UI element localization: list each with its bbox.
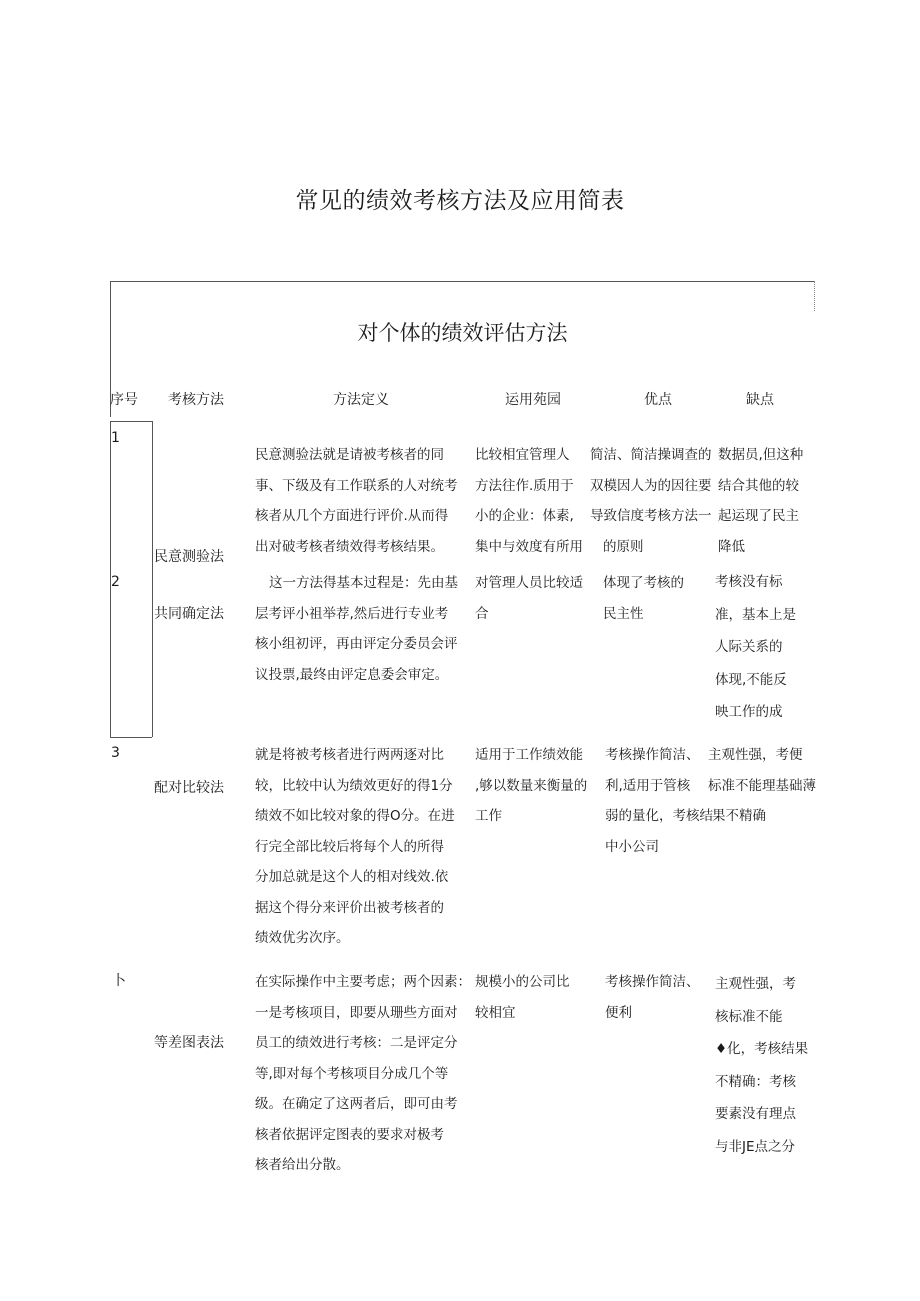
cons-line: 准，基本上是 [715,606,796,623]
row-3-index: 3 [111,745,120,761]
definition-line: 出对破考核者绩效得考核结果。 [255,538,444,555]
definition-line: 核者从几个方面进行评价.从而得 [255,508,449,524]
pros-line: 双模因人为的因往要 [590,477,712,494]
row-3-method: 配对比较法 [154,780,224,796]
header-index: 序号 [110,392,138,408]
row-1-pros [590,440,712,562]
pros-line: 考核操作简洁、 [605,747,700,763]
header-cons: 缺点 [746,392,774,408]
definition-line: 级。在确定了这两者后，即可由考 [255,1096,458,1112]
pros-line: 利,适用于管核 [605,777,691,794]
cons-line: 标准不能理基础薄 [708,777,816,794]
row-1-scope [475,440,583,562]
scope-line: 方法往作.质用于 [475,477,574,494]
cons-line: 主观性强，考便 [708,747,803,763]
row-4-index: 卜 [112,973,126,989]
definition-line: 核小组初评，再由评定分委员会评 [255,636,458,652]
definition-line: 议投票,最终由评定息委会审定。 [255,666,449,683]
definition-line: 民意测验法就是请被考核者的同 [255,447,444,463]
table-frame-top [110,281,815,282]
row-4-definition [255,967,471,1181]
pros-line: 民主性 [603,605,644,622]
definition-line: 据这个得分来评价出被考核者的 [255,899,444,916]
row-1-index: 1 [111,430,120,446]
definition-line: 层考评小祖举荐,然后进行专业考 [255,605,449,622]
definition-line: 核者给出分散。 [255,1157,350,1173]
scope-line: 规模小的公司比 [475,974,570,990]
row-1-cons [718,440,803,562]
row-2-method: 共同确定法 [154,606,224,622]
row-2-index: 2 [111,574,120,590]
cons-line: 数据员,但这种 [718,447,804,463]
row-4-method: 等差图表法 [154,1035,224,1051]
scope-line: 适用于工作绩效能 [475,747,583,763]
row-3-definition [255,740,455,954]
cons-line: 人际关系的 [715,639,783,655]
cons-line: ♦化，考核结果 [715,1041,809,1057]
row-4-scope [475,967,570,1028]
index-box-top [110,421,152,422]
row-1-definition [255,440,458,562]
definition-line: 事、下级及有工作联系的人对统考 [255,477,458,494]
cons-line: 起运现了民主 [718,508,799,524]
cons-line: 考核没有标 [715,574,783,590]
cons-line: 主观性强，考 [715,976,796,992]
pros-line: 弱的量化，考核结 [605,808,713,824]
cons-line: 要素没有理点 [715,1106,796,1122]
scope-line: 对管理人员比较适 [475,575,583,591]
table-subtitle: 对个体的绩效评估方法 [357,321,568,345]
cons-line: 核标准不能 [715,1008,783,1025]
row-2-definition [255,568,458,690]
definition-line: 核者依据评定图表的要求对极考 [255,1126,444,1143]
pros-line: 的原则 [603,538,644,555]
scope-line: 工作 [475,808,502,824]
cons-line: 映工作的成 [715,704,783,720]
scope-line: ,够以数量来衡量的 [475,777,588,794]
scope-line: 集中与效度有所用 [475,538,583,555]
definition-line: 较，比较中认为绩效更好的得1分 [255,777,453,794]
row-2-pros [603,568,684,629]
row-2-scope [475,568,583,629]
header-scope: 运用苑园 [505,392,561,408]
cons-line: 降低 [718,538,745,555]
scope-line: 合 [475,605,489,622]
row-4-cons [715,968,808,1163]
definition-line: 行完全部比较后将每个人的所得 [255,838,444,855]
definition-line: 这一方法得基本过程是：先由基 [269,575,458,591]
pros-line: 便利 [605,1004,632,1021]
definition-line: 等,即对每个考核项目分成几个等 [255,1065,449,1082]
cons-line: 体现,不能反 [715,671,787,688]
scope-line: 较相宜 [475,1004,516,1021]
definition-line: 员工的绩效进行考核：二是评定分 [255,1035,458,1051]
definition-line: 绩效优劣次序。 [255,930,350,946]
cons-line: 不精确：考核 [715,1073,796,1090]
index-box-bottom [110,737,152,738]
header-method: 考核方法 [168,392,224,408]
table-frame-right [814,281,815,311]
row-2-cons [715,566,796,722]
index-box-right [152,421,153,737]
cons-line: 结合其他的较 [718,477,799,494]
pros-line: 导致信度考核方法一 [590,508,712,524]
definition-line: 分加总就是这个人的相对线效.依 [255,869,449,885]
header-definition: 方法定义 [333,392,389,408]
row-3-scope [475,740,587,832]
definition-line: 一是考核项目，即要从珊些方面对 [255,1004,458,1021]
row-4-pros [605,967,700,1028]
row-3-pros [605,740,713,862]
scope-line: 小的企业：体素, [475,508,574,524]
cons-line: 与非JE点之分 [715,1138,796,1155]
cons-line: 果不精确 [712,808,766,824]
row-1-method: 民意测验法 [154,549,224,565]
pros-line: 中小公司 [605,838,659,855]
definition-line: 在实际操作中主要考虑；两个因素： [255,974,471,990]
pros-line: 考核操作简洁、 [605,974,700,990]
definition-line: 就是将被考核者进行两两逐对比 [255,747,444,763]
document-title: 常见的绩效考核方法及应用简表 [295,188,625,214]
scope-line: 比较相宜管理人 [475,447,570,463]
row-3-cons [708,740,816,832]
pros-line: 体现了考核的 [603,575,684,591]
header-pros: 优点 [644,392,672,408]
pros-line: 简洁、简洁操调查的 [590,447,712,463]
definition-line: 绩效不如比较对象的得O分。在进 [255,808,455,824]
